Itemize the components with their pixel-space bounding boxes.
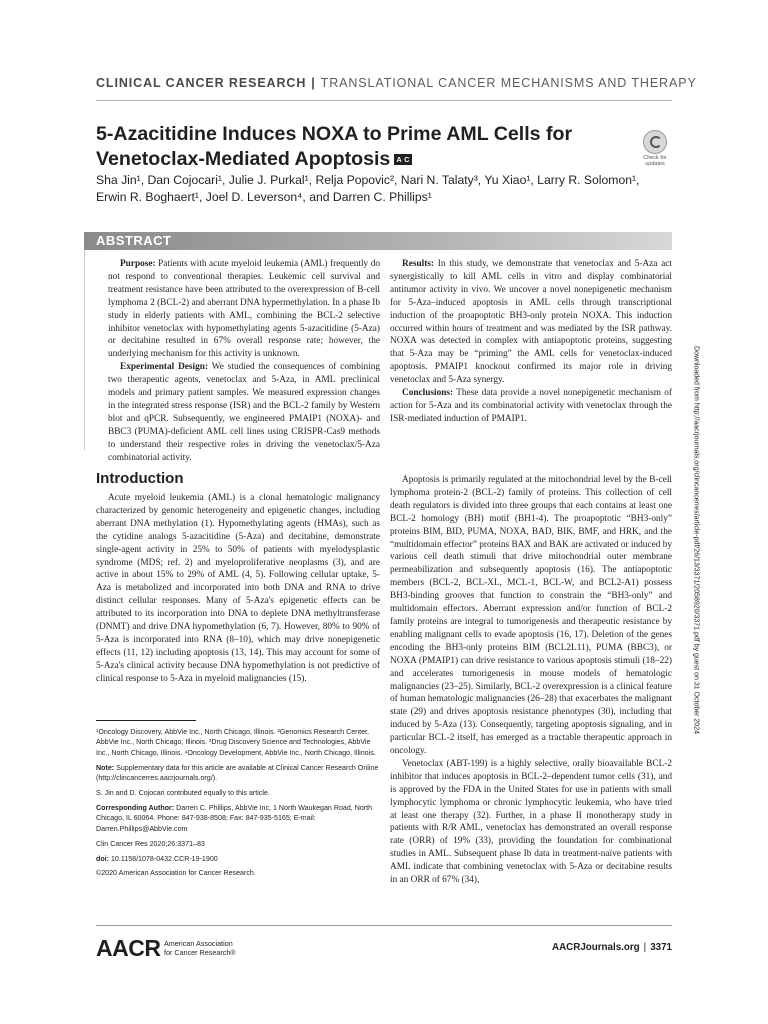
page-number: 3371 <box>650 942 672 953</box>
org-line: American Association <box>164 939 233 948</box>
footer-page-info <box>520 942 672 953</box>
footer-separator: | <box>643 942 647 953</box>
intro-paragraph: Acute myeloid leukemia (AML) is a clonal hematologic malignancy characterized by genomic heterogeneity and epigenetic changes, including aberrant DNA methylation (1). Hypomethylating agents (HMAs), such as the cytidine analogs 5-azacitidine (5-Aza) and decitabine, demonstrate single-agent activity in 25% to 50% of patients with myelodysplastic syndrome (MDS; ref. 2) and myeloproliferative neoplasms (3), and are active in about 15% to 29% of AML (4, 5). Following cellular uptake, 5-Aza is metabolized and incorporated into both DNA and RNA to drive distinct cellular responses. Many of 5-Aza's epigenetic effects can be attributed to its incorporation into DNA to deplete DNA methyltransferase (DNMT) and drive DNA hypomethylation (6, 7). However, 80% to 90% of 5-Aza is incorporated into RNA (8–10), which may drive nonepigenetic effects (11, 12) including apoptosis (13, 14). This may account for some of 5-Aza's clinical activity because DNA hypomethylation is not predictive of clinical response to 5-Aza in myeloid malignancies (15). <box>96 493 380 684</box>
header-rule <box>96 100 672 101</box>
affiliations: ¹Oncology Discovery, AbbVie Inc., North Chicago, Illinois. ²Genomics Research Center, AbbVie Inc., North Chicago, Illinois. ³Drug Discovery Science and Technologies, AbbVie Inc., North Chicago, Illinois. ⁴Oncology Development, AbbVie Inc., North Chicago, Illinois. <box>96 728 376 757</box>
results-text: In this study, we demonstrate that venetoclax and 5-Aza act synergistically to kill AML cells in vitro and display combinatorial antitumor activity in vivo. We uncover a novel nonepigenetic mechanism for 5-Aza–induced apoptosis in AML cells through transcriptional induction of the proapoptotic BH3-only protein NOXA. This induction occurred within hours of treatment and was mediated by the ISR pathway. NOXA was detected in complex with antiapoptotic proteins, suggesting that 5-Aza may be “priming” the AML cells for venetoclax-induced apoptosis. PMAIP1 knockout confirmed its major role in driving venetoclax and 5-Aza synergy. <box>390 259 672 386</box>
abstract-heading: ABSTRACT <box>96 233 172 248</box>
design-label: Experimental Design: <box>120 362 209 373</box>
header-separator: | <box>311 76 316 90</box>
article-title: 5-Azacitidine Induces NOXA to Prime AML Cells for Venetoclax-Mediated Apoptosis A C <box>96 123 573 170</box>
doi-label: doi: <box>96 854 109 863</box>
check-updates-label: Check for updates <box>643 155 667 167</box>
refresh-icon <box>643 130 667 154</box>
note-label: Note: <box>96 763 115 772</box>
abstract-banner <box>84 232 672 250</box>
journal-section: TRANSLATIONAL CANCER MECHANISMS AND THERAPY <box>320 76 697 90</box>
authors-line: Erwin R. Boghaert¹, Joel D. Leverson⁴, and Darren C. Phillips¹ <box>96 190 432 204</box>
footnote-rule <box>96 720 196 721</box>
journal-site-link[interactable]: AACRJournals.org <box>552 942 640 953</box>
copyright: ©2020 American Association for Cancer Research. <box>96 869 256 878</box>
intro-paragraph: Apoptosis is primarily regulated at the mitochondrial level by the B-cell lymphoma protein-2 (BCL-2) family of proteins. This collection of cell death regulators is divided into three groups that each contains at least one BCL-2 homology (BH) motif (BH1-4). The proapoptotic “BH3-only” proteins BIM, BID, PUMA, NOXA, BAD, BIK, BMF, and HRK, and the “multidomain effector” proteins BAX and BAK are activated or induced by various cell death stimuli that drive mitochondrial outer membrane permeabilization and subsequently apoptosis (16). The antiapoptotic members (BCL-2, BCL-XL, MCL-1, BCL-W, and BCL2-A1) possess BH3-binding grooves that function to constrain the “BH3-only” and multidomain effectors. Aberrant expression and/or function of BCL-2 family proteins are integral to tumorigenesis and therapeutic resistance by enabling malignant cells to evade apoptosis (16, 17). Deletion of the genes encoding the BH3-only proteins BIM (BCL2L11), PUMA (BBC3), or NOXA (PMAIP1) can drive resistance to various apoptosis stimuli (18–22) and accelerates tumorigenesis in mouse models of hematologic malignancies (23–25). Similarly, BCL-2 overexpression is a clinical feature of human hematologic malignancies (26–28) that exacerbates the malignant state (29) and drives apoptosis resistance phenotypes (30), including that induced by 5-Aza (13). Consequently, targeting apoptosis signaling, and in particular BCL-2 itself, has emerged as a tractable therapeutic approach in oncology. <box>390 475 672 757</box>
doi-link[interactable]: 10.1158/1078-0432.CCR-19-1900 <box>109 854 218 863</box>
intro-paragraph: Venetoclax (ABT-199) is a highly selective, orally bioavailable BCL-2 inhibitor that induces apoptosis in BCL-2–dependent tumor cells (31), and is approved by the FDA in the United States for use in patients with small lymphocytic lymphoma or chronic lymphocytic leukemia, who have tried at least one therapy (32). Further, in a phase II monotherapy study in patients with R/R AML, venetoclax has demonstrated an overall response rate (ORR) of 19% (33), providing the foundation for combinational studies in AML. Subsequent phase Ib data in treatment-naïve patients with AML indicate that combining venetoclax with 5-Aza or decitabine results in an ORR of 67% (34), <box>390 758 672 886</box>
footer-rule <box>96 925 672 926</box>
authors-line: Sha Jin¹, Dan Cojocari¹, Julie J. Purkal¹, Relja Popovic², Nari N. Talaty³, Yu Xiao¹, Larry R. Solomon¹, <box>96 173 640 187</box>
conclusions-text: These data provide a novel nonepigenetic mechanism of action for 5-Aza and its combinatorial activity with venetoclax through the ISR-mediated induction of PMAIP1. <box>390 388 672 424</box>
abstract-right-column <box>390 258 672 426</box>
equal-contribution: S. Jin and D. Cojocari contributed equally to this article. <box>96 789 270 798</box>
citation: Clin Cancer Res 2020;26:3371–83 <box>96 839 205 848</box>
author-list <box>96 172 672 206</box>
results-label: Results: <box>402 259 435 269</box>
abstract-rule <box>84 250 85 450</box>
check-for-updates-button[interactable] <box>637 130 673 167</box>
note-text: Supplementary data for this article are available at Clinical Cancer Research Online (http://clincancerres.aacrjournals.org/). <box>96 763 379 783</box>
introduction-heading: Introduction <box>96 470 184 487</box>
purpose-label: Purpose: <box>120 259 156 269</box>
journal-header <box>96 76 697 90</box>
journal-name: CLINICAL CANCER RESEARCH <box>96 76 307 90</box>
corresponding-text: Darren C. Phillips, AbbVie Inc, 1 North Waukegan Road, North Chicago, IL 60064. Phone: 847-938-8508; Fax: 847-935-5165; E-mail: Darren.Phillips@AbbVie.com <box>96 803 373 833</box>
introduction-right-column <box>390 474 672 887</box>
corresponding-label: Corresponding Author: <box>96 803 175 812</box>
ac-badge-icon: A C <box>396 155 410 164</box>
abstract-left-column <box>108 258 380 465</box>
design-text: We studied the consequences of combining two therapeutic agents, venetoclax and 5-Aza, in AML preclinical models and primary patient samples. We measured expression changes in the integrated stress response (ISR) and the BCL-2 family by Western blot and qPCR. Subsequently, we engineered PMAIP1 (NOXA)- and BBC3 (PUMA)-deficient AML cell lines using CRISPR-Cas9 methods to understand their respective roles in driving the venetoclax/5-Aza combinatorial activity. <box>108 362 380 463</box>
conclusions-label: Conclusions: <box>402 388 454 399</box>
introduction-left-column <box>96 492 380 686</box>
purpose-text: Patients with acute myeloid leukemia (AML) frequently do not respond to conventional therapies. Leukemic cell survival and treatment resistance have been attributed to the overexpression of B-cell lymphoma 2 (BCL-2) and aberrant DNA hypermethylation. In a phase Ib study in elderly patients with AML, combining the BCL-2 selective inhibitor venetoclax with hypomethylating agents 5-azacitidine (5-Aza) or decitabine resulted in 67% overall response rate; however, the underlying mechanism for this activity is unknown. <box>108 259 380 360</box>
org-line: for Cancer Research® <box>164 947 236 957</box>
aacr-organization <box>164 940 236 958</box>
download-note <box>692 346 706 734</box>
download-note-text: Downloaded from http://aacrjournals.org/clincancerres/article-pdf/26/13/3371/2058920/3371.pdf by guest on 31 October 2024 <box>692 346 700 734</box>
footnotes <box>96 727 380 883</box>
aacr-logo: AACR <box>96 935 161 961</box>
